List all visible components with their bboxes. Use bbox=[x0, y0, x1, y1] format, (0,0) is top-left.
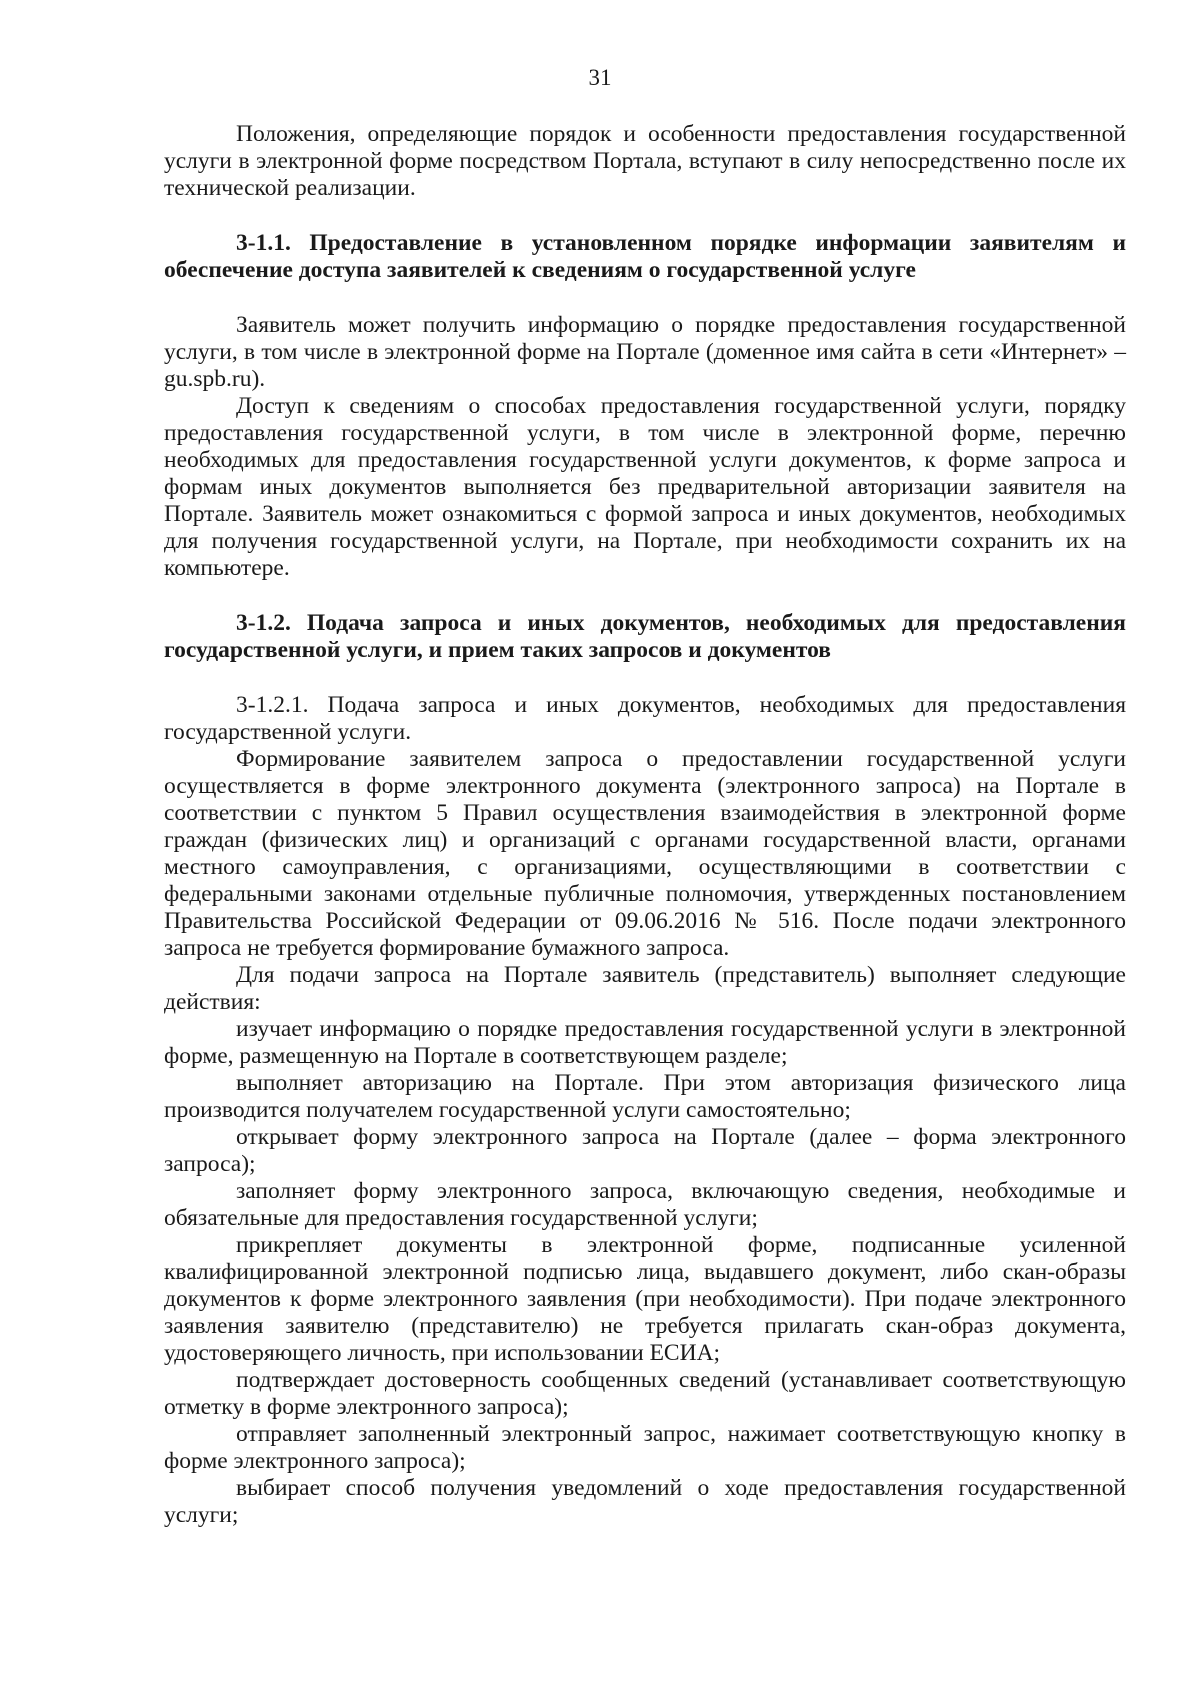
list-paragraph: заполняет форму электронного запроса, включающую сведения, необходимые и обязательные для предоставления государственной услуги; bbox=[164, 1178, 1126, 1231]
document-body bbox=[164, 121, 1126, 1529]
paragraph: 3-1.2.1. Подача запроса и иных документов, необходимых для предоставления государственной услуги. bbox=[164, 692, 1126, 745]
list-paragraph: открывает форму электронного запроса на Портале (далее – форма электронного запроса); bbox=[164, 1124, 1126, 1177]
paragraph: Для подачи запроса на Портале заявитель (представитель) выполняет следующие действия: bbox=[164, 962, 1126, 1015]
list-paragraph: выбирает способ получения уведомлений о ходе предоставления государственной услуги; bbox=[164, 1475, 1126, 1528]
section-heading-3-1-1: 3-1.1. Предоставление в установленном порядке информации заявителям и обеспечение доступа заявителей к сведениям о государственной услуге bbox=[164, 230, 1126, 283]
list-paragraph: выполняет авторизацию на Портале. При этом авторизация физического лица производится получателем государственной услуги самостоятельно; bbox=[164, 1070, 1126, 1123]
list-paragraph: изучает информацию о порядке предоставления государственной услуги в электронной форме, размещенную на Портале в соответствующем разделе; bbox=[164, 1016, 1126, 1069]
paragraph: Заявитель может получить информацию о порядке предоставления государственной услуги, в том числе в электронной форме на Портале (доменное имя сайта в сети «Интернет» – gu.spb.ru). bbox=[164, 312, 1126, 392]
list-paragraph: подтверждает достоверность сообщенных сведений (устанавливает соответствующую отметку в форме электронного запроса); bbox=[164, 1367, 1126, 1420]
intro-paragraph: Положения, определяющие порядок и особенности предоставления государственной услуги в электронной форме посредством Портала, вступают в силу непосредственно после их технической реализации. bbox=[164, 121, 1126, 201]
section-heading-3-1-2: 3-1.2. Подача запроса и иных документов, необходимых для предоставления государственной услуги, и прием таких запросов и документов bbox=[164, 610, 1126, 663]
paragraph: Формирование заявителем запроса о предоставлении государственной услуги осуществляется в форме электронного документа (электронного запроса) на Портале в соответствии с пунктом 5 Правил осуществления взаимодействия в электронной форме граждан (физических лиц) и организаций с органами государственной власти, органами местного самоуправления, с организациями, осуществляющими в соответствии с федеральными законами отдельные публичные полномочия, утвержденных постановлением Правительства Российской Федерации от 09.06.2016 № 516. После подачи электронного запроса не требуется формирование бумажного запроса. bbox=[164, 746, 1126, 961]
list-paragraph: прикрепляет документы в электронной форме, подписанные усиленной квалифицированной электронной подписью лица, выдавшего документ, либо скан-образы документов к форме электронного заявления (при необходимости). При подаче электронного заявления заявителю (представителю) не требуется прилагать скан-образ документа, удостоверяющего личность, при использовании ЕСИА; bbox=[164, 1232, 1126, 1366]
paragraph: Доступ к сведениям о способах предоставления государственной услуги, порядку предоставления государственной услуги, в том числе в электронной форме, перечню необходимых для предоставления государственной услуги документов, к форме запроса и формам иных документов выполняется без предварительной авторизации заявителя на Портале. Заявитель может ознакомиться с формой запроса и иных документов, необходимых для получения государственной услуги, на Портале, при необходимости сохранить их на компьютере. bbox=[164, 393, 1126, 581]
page-number: 31 bbox=[588, 65, 612, 90]
list-paragraph: отправляет заполненный электронный запрос, нажимает соответствующую кнопку в форме электронного запроса); bbox=[164, 1421, 1126, 1474]
